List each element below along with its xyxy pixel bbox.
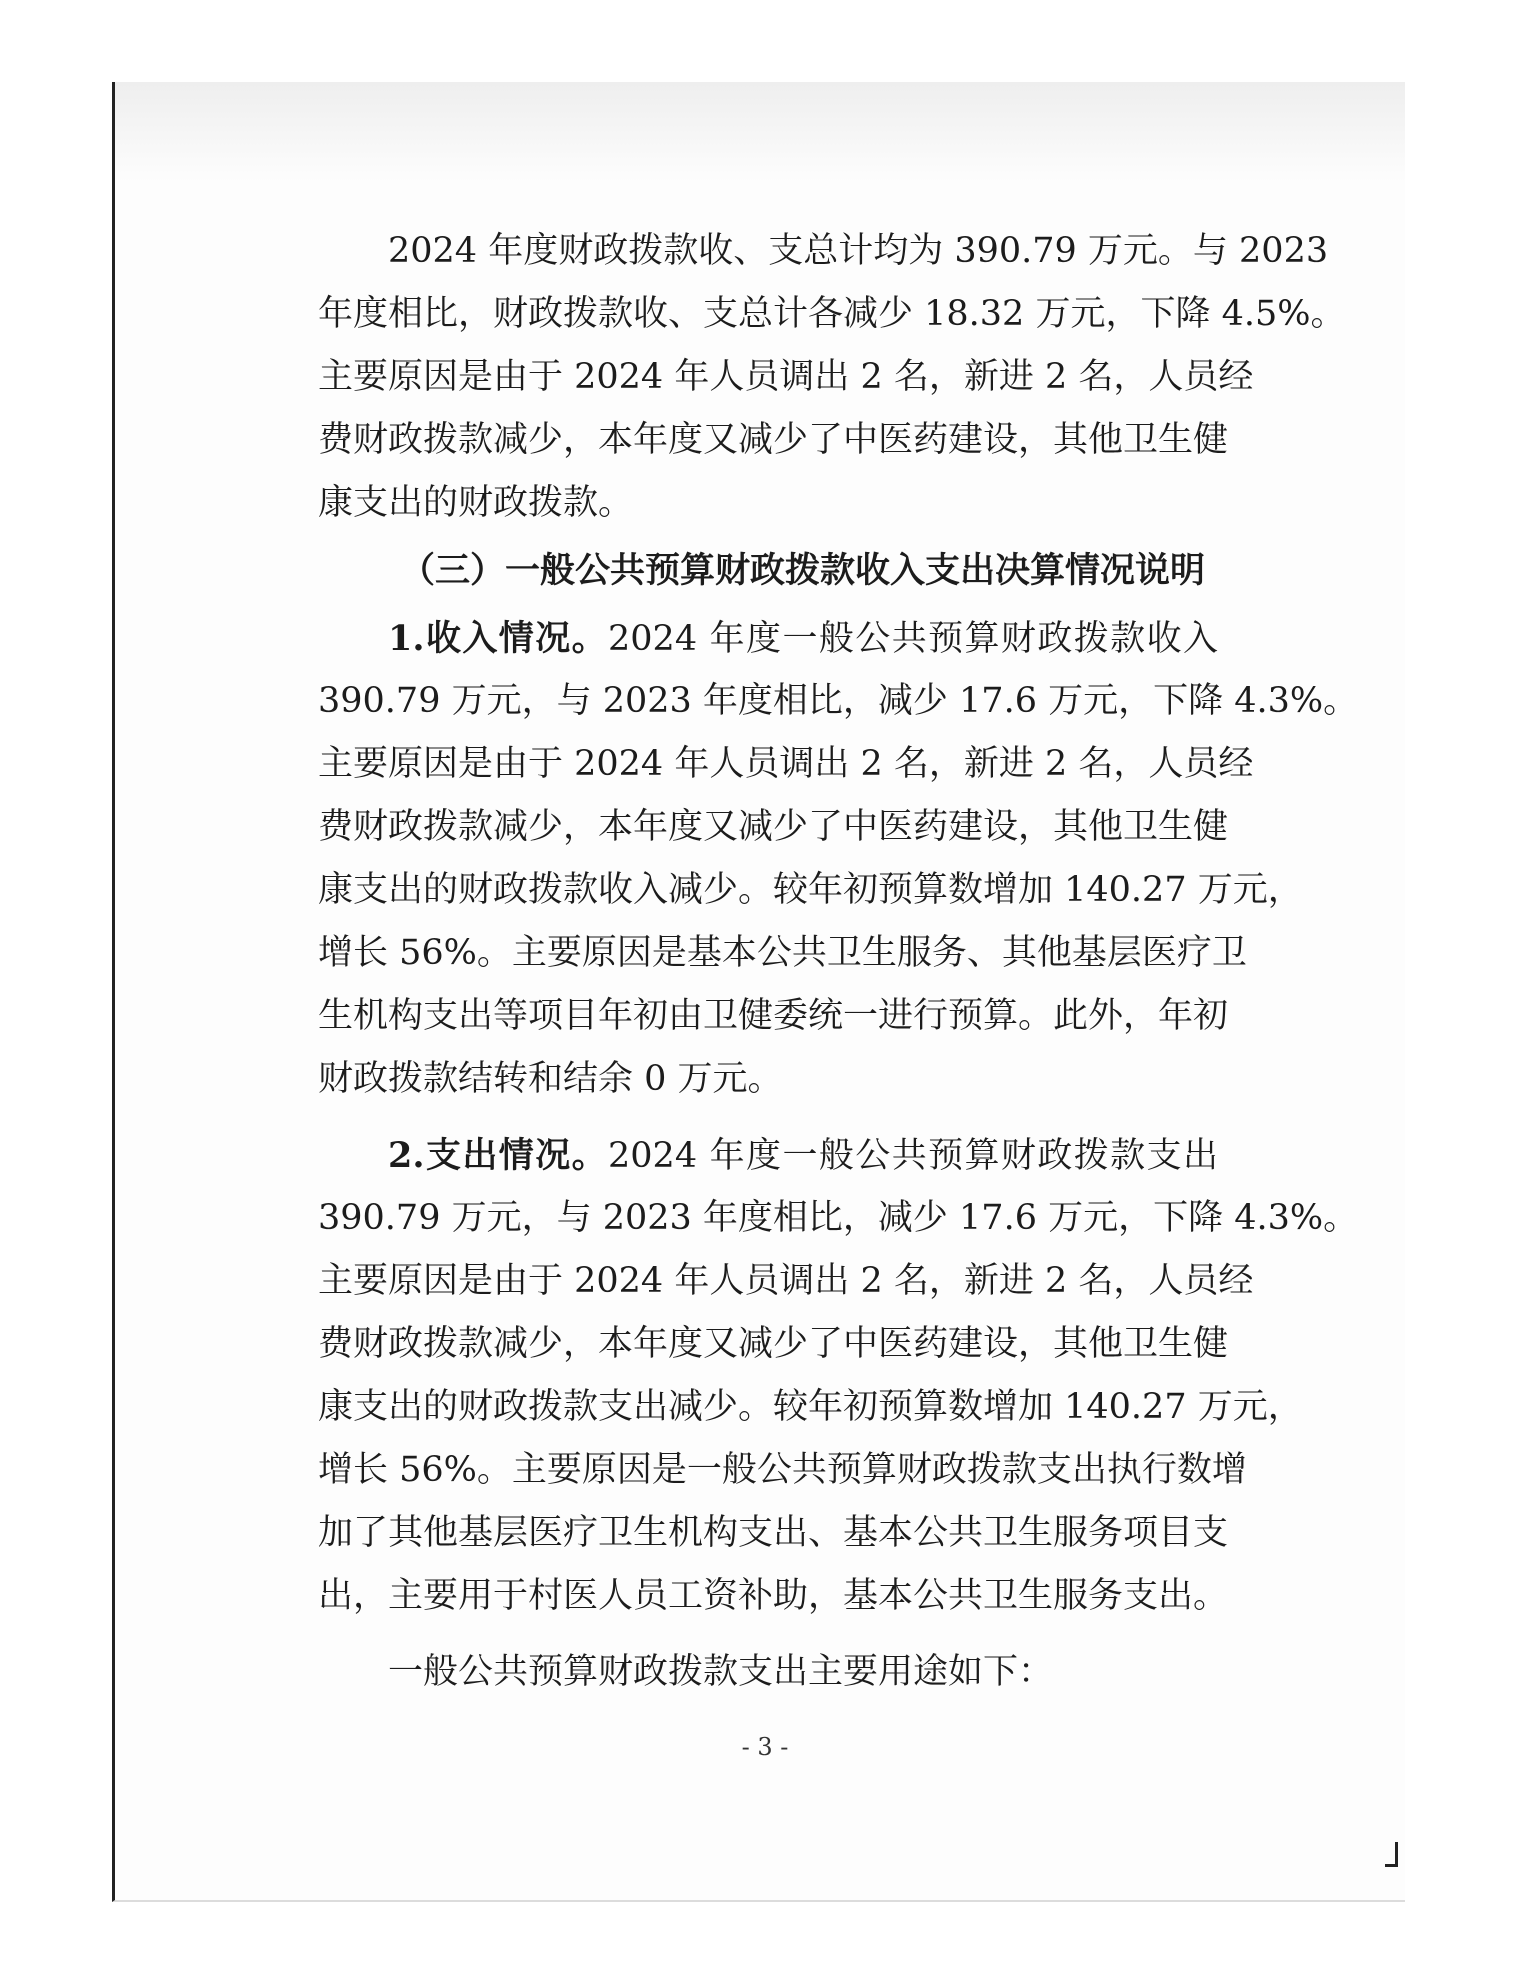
text-line: 康支出的财政拨款收入减少。较年初预算数增加 140.27 万元， — [318, 870, 1303, 910]
text-line: 出，主要用于村医人员工资补助，基本公共卫生服务支出。 — [318, 1576, 1229, 1616]
section-heading: （三）一般公共预算财政拨款收入支出决算情况说明 — [400, 551, 1206, 591]
scan-shadow — [115, 82, 1405, 182]
closing-line: 一般公共预算财政拨款支出主要用途如下： — [388, 1652, 1054, 1692]
text-line: 390.79 万元，与 2023 年度相比，减少 17.6 万元，下降 4.3%。 — [318, 681, 1359, 721]
text-line — [318, 607, 1218, 670]
text-line — [318, 1124, 1218, 1187]
text-line: 390.79 万元，与 2023 年度相比，减少 17.6 万元，下降 4.3%。 — [318, 1198, 1359, 1238]
paragraph-intro-totals — [318, 220, 1346, 535]
text-line: 加了其他基层医疗卫生机构支出、基本公共卫生服务项目支 — [318, 1513, 1229, 1553]
text-line: 增长 56%。主要原因是一般公共预算财政拨款支出执行数增 — [318, 1450, 1247, 1490]
text-line: 生机构支出等项目年初由卫健委统一进行预算。此外，年初 — [318, 996, 1229, 1036]
page-number: - 3 - — [741, 1733, 789, 1761]
text-line: 康支出的财政拨款支出减少。较年初预算数增加 140.27 万元， — [318, 1387, 1303, 1427]
text-line: 费财政拨款减少，本年度又减少了中医药建设，其他卫生健 — [318, 1324, 1229, 1364]
page-corner-mark — [1385, 1842, 1398, 1867]
document-body — [318, 220, 1359, 1704]
text-line: 主要原因是由于 2024 年人员调出 2 名，新进 2 名，人员经 — [318, 357, 1254, 397]
text-line: 年度相比，财政拨款收、支总计各减少 18.32 万元，下降 4.5%。 — [318, 294, 1346, 334]
text-line: 财政拨款结转和结余 0 万元。 — [318, 1059, 783, 1099]
text-line: 主要原因是由于 2024 年人员调出 2 名，新进 2 名，人员经 — [318, 744, 1254, 784]
expense-lead: 2.支出情况。 — [388, 1135, 609, 1176]
text-line: 康支出的财政拨款。 — [318, 483, 634, 523]
text-line: 费财政拨款减少，本年度又减少了中医药建设，其他卫生健 — [318, 807, 1229, 847]
text-line: 费财政拨款减少，本年度又减少了中医药建设，其他卫生健 — [318, 420, 1229, 460]
expense-line-first: 2024 年度一般公共预算财政拨款支出 — [608, 1136, 1218, 1176]
paragraph-expense — [318, 1124, 1359, 1628]
income-line-first: 2024 年度一般公共预算财政拨款收入 — [608, 619, 1218, 659]
income-lead: 1.收入情况。 — [388, 618, 609, 659]
text-line: 2024 年度财政拨款收、支总计均为 390.79 万元。与 2023 — [388, 231, 1329, 271]
paragraph-income — [318, 607, 1359, 1111]
text-line: 主要原因是由于 2024 年人员调出 2 名，新进 2 名，人员经 — [318, 1261, 1254, 1301]
text-line: 增长 56%。主要原因是基本公共卫生服务、其他基层医疗卫 — [318, 933, 1247, 973]
